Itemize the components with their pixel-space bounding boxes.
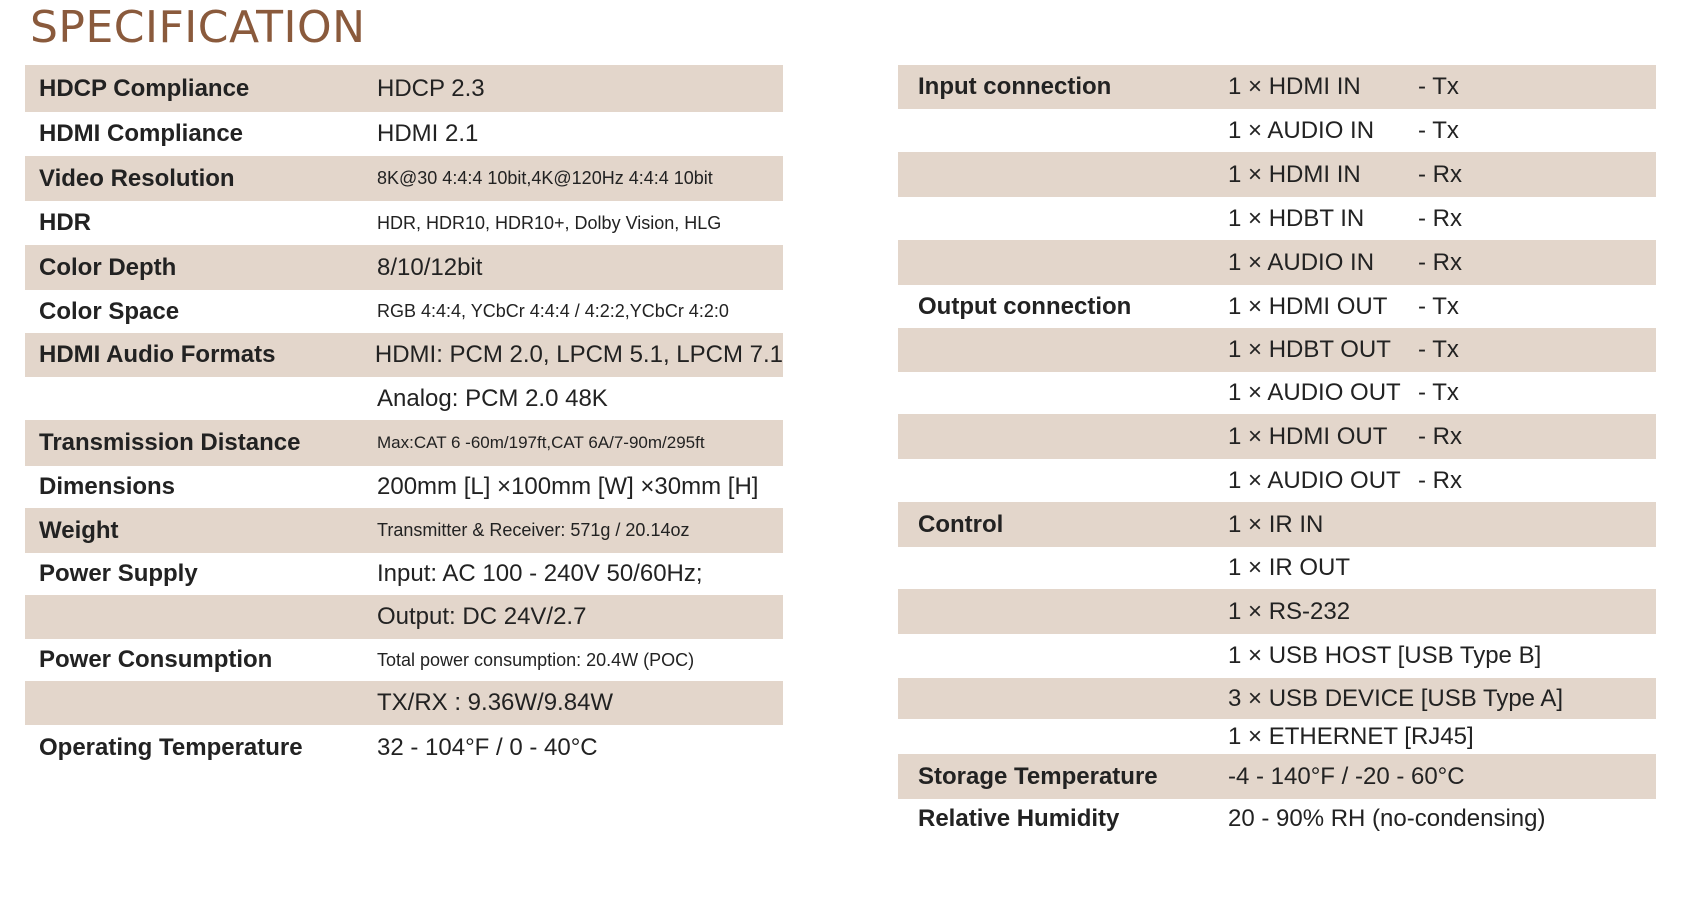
spec-table-right — [898, 65, 1656, 839]
connection-row — [898, 152, 1656, 197]
port-text: 1 × ETHERNET [RJ45] — [1228, 722, 1474, 750]
spec-row — [25, 201, 783, 245]
spec-value: 200mm [L] ×100mm [W] ×30mm [H] — [377, 473, 759, 500]
connection-row — [898, 372, 1656, 414]
direction-text: - Rx — [1418, 422, 1462, 450]
spec-row — [25, 508, 783, 553]
direction-text: - Rx — [1418, 204, 1462, 232]
connection-value — [1228, 642, 1541, 670]
direction-text: - Tx — [1418, 379, 1459, 406]
direction-text: - Tx — [1418, 292, 1459, 320]
spec-label: HDCP Compliance — [39, 74, 250, 102]
connection-value — [1228, 598, 1350, 626]
connection-label: Output connection — [918, 292, 1132, 320]
spec-row — [25, 156, 783, 201]
page-title: SPECIFICATION — [30, 2, 366, 53]
port-text: 1 × AUDIO IN — [1228, 116, 1375, 144]
spec-row — [25, 333, 783, 377]
spec-label: Operating Temperature — [39, 733, 303, 761]
connection-value — [1228, 117, 1459, 145]
spec-label: Weight — [39, 516, 119, 544]
direction-text: - Rx — [1418, 466, 1462, 494]
spec-value: Total power consumption: 20.4W (POC) — [377, 649, 695, 670]
connection-value — [1228, 336, 1459, 364]
spec-value: Analog: PCM 2.0 48K — [377, 384, 608, 412]
port-text: 1 × RS-232 — [1228, 597, 1351, 625]
spec-value: 32 - 104°F / 0 - 40°C — [377, 733, 598, 761]
spec-row — [25, 681, 783, 725]
spec-label: HDMI Audio Formats — [39, 341, 276, 368]
port-text: 3 × USB DEVICE [USB Type A] — [1228, 684, 1564, 712]
spec-row — [25, 639, 783, 681]
connection-row — [898, 240, 1656, 285]
connection-value — [1228, 723, 1474, 751]
spec-table-left — [25, 65, 783, 770]
spec-value: Output: DC 24V/2.7 — [377, 603, 587, 630]
port-text: 1 × HDBT OUT — [1228, 336, 1391, 363]
connection-value — [1228, 379, 1459, 407]
connection-label: Storage Temperature — [918, 762, 1158, 790]
connection-row — [898, 678, 1656, 719]
connection-value — [1228, 805, 1546, 833]
spec-value: 8K@30 4:4:4 10bit,4K@120Hz 4:4:4 10bit — [377, 168, 713, 188]
connection-value — [1228, 423, 1462, 451]
spec-row — [25, 377, 783, 420]
connection-row — [898, 502, 1656, 547]
connection-value — [1228, 73, 1459, 101]
spec-label: Color Depth — [39, 253, 177, 281]
spec-row — [25, 245, 783, 290]
connection-value — [1228, 293, 1459, 321]
connection-row — [898, 285, 1656, 328]
port-text: 1 × HDMI IN — [1228, 160, 1361, 188]
spec-value: HDR, HDR10, HDR10+, Dolby Vision, HLG — [377, 212, 722, 233]
connection-value — [1228, 467, 1462, 495]
port-text: 1 × IR IN — [1228, 510, 1324, 538]
spec-row — [25, 290, 783, 333]
spec-row — [25, 420, 783, 466]
port-text: 20 - 90% RH (no-condensing) — [1228, 805, 1546, 832]
direction-text: - Tx — [1418, 116, 1459, 144]
connection-row — [898, 65, 1656, 109]
connection-row — [898, 459, 1656, 502]
spec-label: Video Resolution — [39, 164, 235, 192]
port-text: 1 × IR OUT — [1228, 554, 1351, 581]
connection-row — [898, 719, 1656, 754]
spec-row — [25, 65, 783, 112]
connection-value — [1228, 554, 1350, 582]
connection-row — [898, 109, 1656, 152]
port-text: 1 × HDBT IN — [1228, 204, 1365, 232]
spec-value: RGB 4:4:4, YCbCr 4:4:4 / 4:2:2,YCbCr 4:2:0 — [377, 301, 729, 321]
spec-label: Power Supply — [39, 560, 198, 587]
connection-value — [1228, 685, 1563, 713]
spec-label: Color Space — [39, 297, 180, 325]
connection-row — [898, 754, 1656, 799]
connection-value — [1228, 763, 1465, 791]
spec-row — [25, 553, 783, 595]
port-text: 1 × HDMI OUT — [1228, 292, 1388, 320]
port-text: 1 × USB HOST [USB Type B] — [1228, 642, 1542, 669]
connection-row — [898, 589, 1656, 634]
connection-row — [898, 799, 1656, 839]
connection-row — [898, 328, 1656, 372]
connection-value — [1228, 249, 1462, 277]
connection-label: Relative Humidity — [918, 805, 1120, 832]
port-text: -4 - 140°F / -20 - 60°C — [1228, 762, 1465, 790]
connection-label: Input connection — [918, 73, 1112, 100]
connection-value — [1228, 161, 1462, 189]
direction-text: - Rx — [1418, 160, 1462, 188]
connection-label: Control — [918, 510, 1004, 538]
spec-label: HDMI Compliance — [39, 120, 244, 147]
direction-text: - Tx — [1418, 73, 1459, 100]
spec-label: HDR — [39, 209, 91, 236]
spec-value: HDMI 2.1 — [377, 120, 479, 147]
port-text: 1 × AUDIO OUT — [1228, 466, 1401, 494]
spec-value: TX/RX : 9.36W/9.84W — [377, 689, 614, 716]
direction-text: - Tx — [1418, 336, 1459, 363]
spec-row — [25, 112, 783, 156]
spec-value: 8/10/12bit — [377, 253, 483, 281]
direction-text: - Rx — [1418, 248, 1462, 276]
spec-row — [25, 725, 783, 770]
port-text: 1 × AUDIO IN — [1228, 248, 1375, 276]
connection-row — [898, 197, 1656, 240]
spec-label: Dimensions — [39, 473, 176, 500]
connection-value — [1228, 205, 1462, 233]
spec-value: HDCP 2.3 — [377, 74, 485, 102]
spec-value: Transmitter & Receiver: 571g / 20.14oz — [377, 520, 690, 540]
spec-row — [25, 595, 783, 639]
port-text: 1 × AUDIO OUT — [1228, 379, 1401, 406]
connection-row — [898, 634, 1656, 678]
port-text: 1 × HDMI IN — [1228, 73, 1361, 100]
spec-row — [25, 466, 783, 508]
spec-label: Transmission Distance — [39, 429, 301, 456]
connection-value — [1228, 511, 1323, 539]
spec-label: Power Consumption — [39, 646, 273, 673]
spec-value: Input: AC 100 - 240V 50/60Hz; — [377, 560, 703, 587]
spec-value: Max:CAT 6 -60m/197ft,CAT 6A/7-90m/295ft — [377, 433, 705, 452]
spec-value: HDMI: PCM 2.0, LPCM 5.1, LPCM 7.1 — [374, 341, 783, 368]
connection-row — [898, 414, 1656, 459]
connection-row — [898, 547, 1656, 589]
port-text: 1 × HDMI OUT — [1228, 422, 1388, 450]
